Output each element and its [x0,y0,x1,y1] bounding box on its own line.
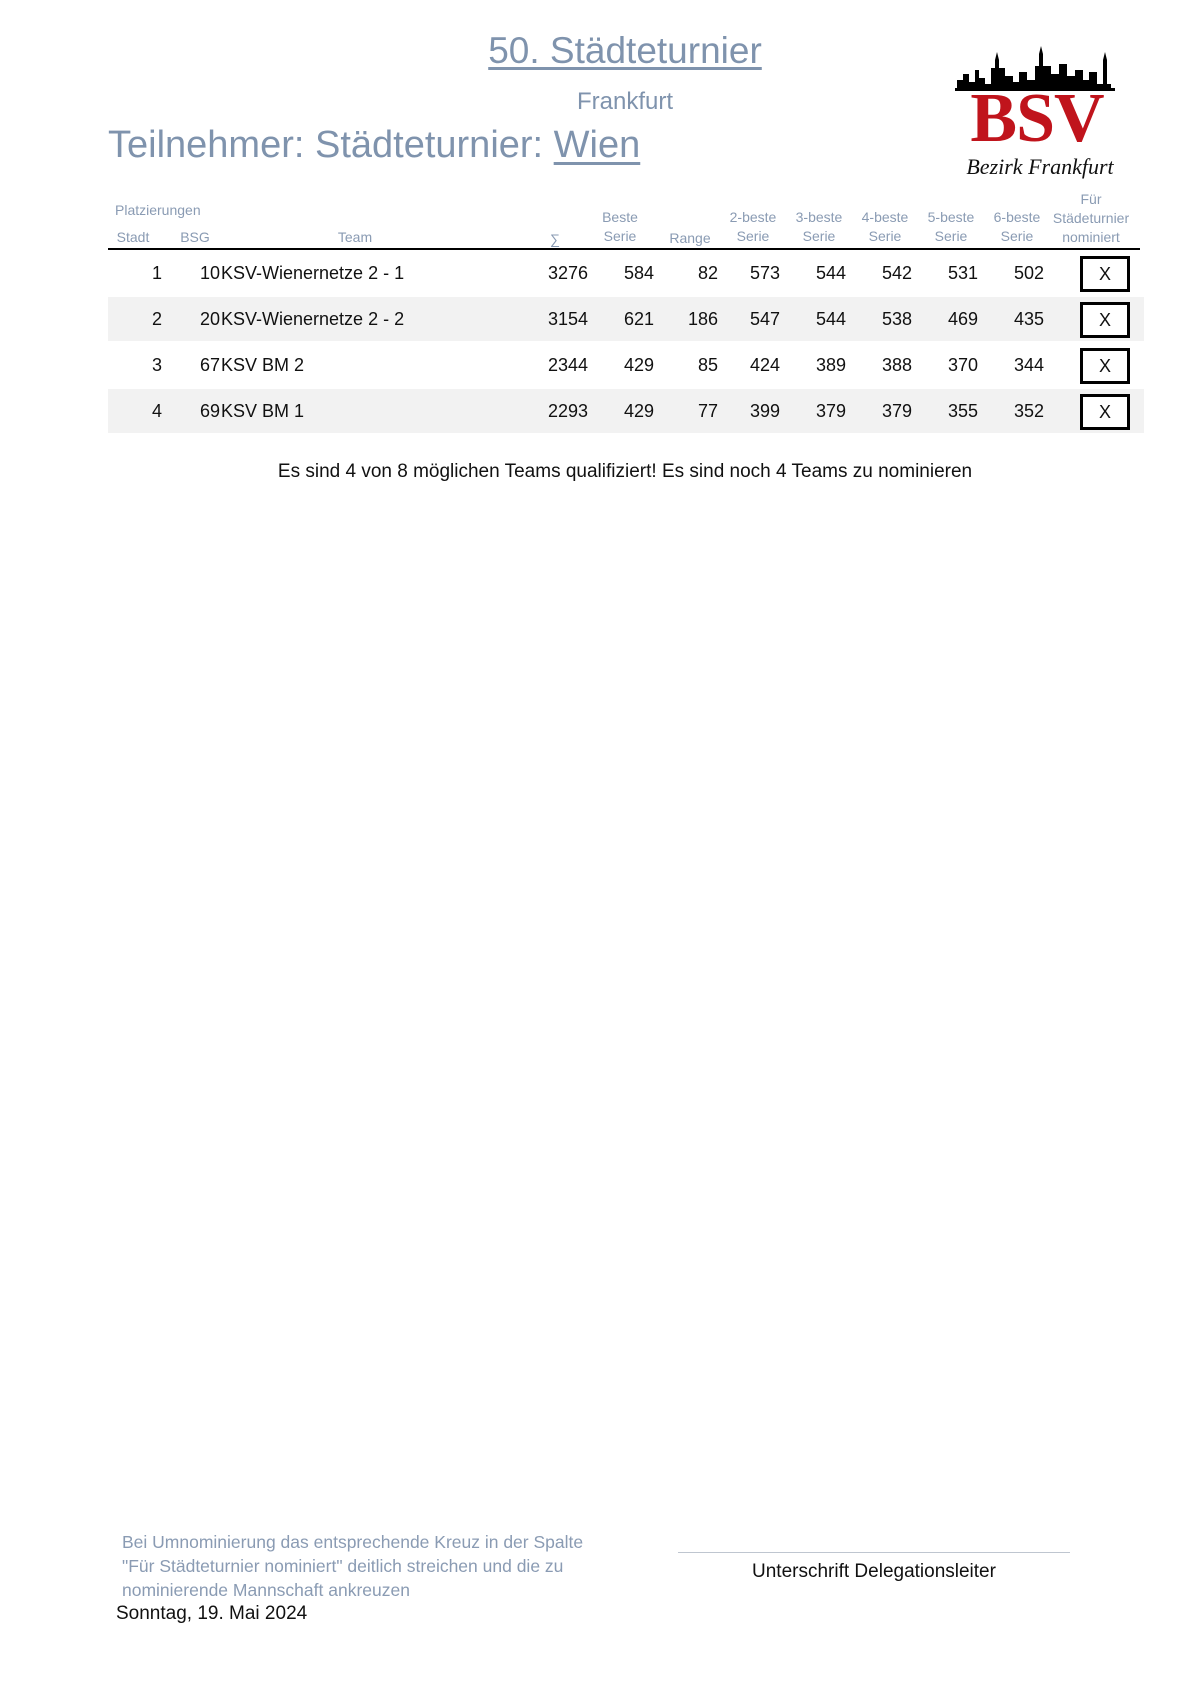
cell-team: KSV BM 1 [221,401,305,421]
header-4beste-line1: 4-beste [861,209,909,225]
cell-range: 85 [697,355,718,375]
header-2beste-line1: 2-beste [729,209,777,225]
cell-sum: 2293 [547,401,588,421]
cell-beste: 429 [623,401,654,421]
cell-3beste: 379 [815,401,846,421]
header-range: Range [669,230,711,246]
heading-city: Wien [553,124,641,166]
document-date: Sonntag, 19. Mai 2024 [116,1603,308,1624]
cell-5beste: 531 [947,263,978,283]
header-stadt: Stadt [116,229,150,245]
logo-text: BSV [970,80,1104,157]
cell-6beste: 502 [1013,263,1044,283]
heading-prefix: Teilnehmer: Städteturnier: [108,124,554,166]
cell-stadt: 4 [151,401,162,421]
header-6beste-line2: Serie [1000,228,1034,244]
note-line: nominierende Mannschaft ankreuzen [122,1580,410,1600]
page-title: 50. Städteturnier [488,30,762,71]
cell-2beste: 399 [749,401,780,421]
participants-heading [108,124,640,167]
table-row [108,343,1144,387]
cell-stadt: 1 [151,263,162,283]
nominated-checkbox[interactable]: X [1080,256,1130,292]
cell-beste: 621 [623,309,654,329]
cell-range: 82 [697,263,718,283]
header-4beste [852,208,918,246]
cell-5beste: 469 [947,309,978,329]
header-3beste-line1: 3-beste [795,209,843,225]
header-5beste [918,208,984,246]
cell-bsg: 20 [199,309,220,329]
cell-2beste: 547 [749,309,780,329]
qualification-summary: Es sind 4 von 8 möglichen Teams qualifiziert! Es sind noch 4 Teams zu nominieren [277,461,973,482]
header-beste [590,208,650,246]
cell-team: KSV BM 2 [221,355,305,375]
nominated-checkbox[interactable]: X [1080,302,1130,338]
cell-range: 186 [687,309,718,329]
note-line: Bei Umnominierung das entsprechende Kreuz in der Spalte [122,1532,584,1552]
signature-label: Unterschrift Delegationsleiter [752,1561,996,1582]
cell-beste: 429 [623,355,654,375]
cell-4beste: 379 [881,401,912,421]
header-nominiert-line2: Städeturnier [1052,210,1130,226]
nominated-checkbox[interactable]: X [1080,394,1130,430]
cell-3beste: 389 [815,355,846,375]
header-bsg: BSG [180,229,210,245]
header-divider [108,248,1140,250]
header-6beste [984,208,1050,246]
cell-sum: 2344 [547,355,588,375]
cell-stadt: 2 [151,309,162,329]
cell-bsg: 69 [199,401,220,421]
header-beste-line2: Serie [603,228,637,244]
cell-5beste: 355 [947,401,978,421]
header-2beste-line2: Serie [736,228,770,244]
header-3beste [786,208,852,246]
header-team: Team [337,229,373,245]
cell-team: KSV-Wienernetze 2 - 1 [221,263,405,283]
cell-stadt: 3 [151,355,162,375]
page-subtitle: Frankfurt [576,88,674,115]
cell-6beste: 352 [1013,401,1044,421]
table-row [108,251,1144,295]
header-nominiert-line3: nominiert [1062,229,1120,245]
cell-6beste: 344 [1013,355,1044,375]
cell-beste: 584 [623,263,654,283]
header-nominiert [1046,190,1136,247]
cell-sum: 3154 [547,309,588,329]
cell-2beste: 573 [749,263,780,283]
header-platzierungen: Platzierungen [115,202,201,218]
header-nominiert-line1: Für [1080,191,1102,207]
cell-6beste: 435 [1013,309,1044,329]
cell-5beste: 370 [947,355,978,375]
cell-4beste: 388 [881,355,912,375]
header-5beste-line2: Serie [934,228,968,244]
header-6beste-line1: 6-beste [993,209,1041,225]
note-line: "Für Städteturnier nominiert" deitlich streichen und die zu [122,1556,564,1576]
cell-sum: 3276 [547,263,588,283]
cell-2beste: 424 [749,355,780,375]
cell-bsg: 67 [199,355,220,375]
nominated-checkbox[interactable]: X [1080,348,1130,384]
header-sum: ∑ [550,231,560,247]
renomination-note [122,1530,642,1602]
cell-team: KSV-Wienernetze 2 - 2 [221,309,405,329]
signature-line [678,1552,1070,1553]
table-row [108,389,1144,433]
cell-3beste: 544 [815,309,846,329]
cell-bsg: 10 [199,263,220,283]
header-2beste [720,208,786,246]
header-4beste-line2: Serie [868,228,902,244]
header-5beste-line1: 5-beste [927,209,975,225]
bsv-logo [955,40,1125,180]
cell-4beste: 542 [881,263,912,283]
cell-range: 77 [697,401,718,421]
logo-subtext: Bezirk Frankfurt [966,154,1114,179]
header-3beste-line2: Serie [802,228,836,244]
cell-3beste: 544 [815,263,846,283]
table-row [108,297,1144,341]
cell-4beste: 538 [881,309,912,329]
header-beste-line1: Beste [602,209,638,225]
